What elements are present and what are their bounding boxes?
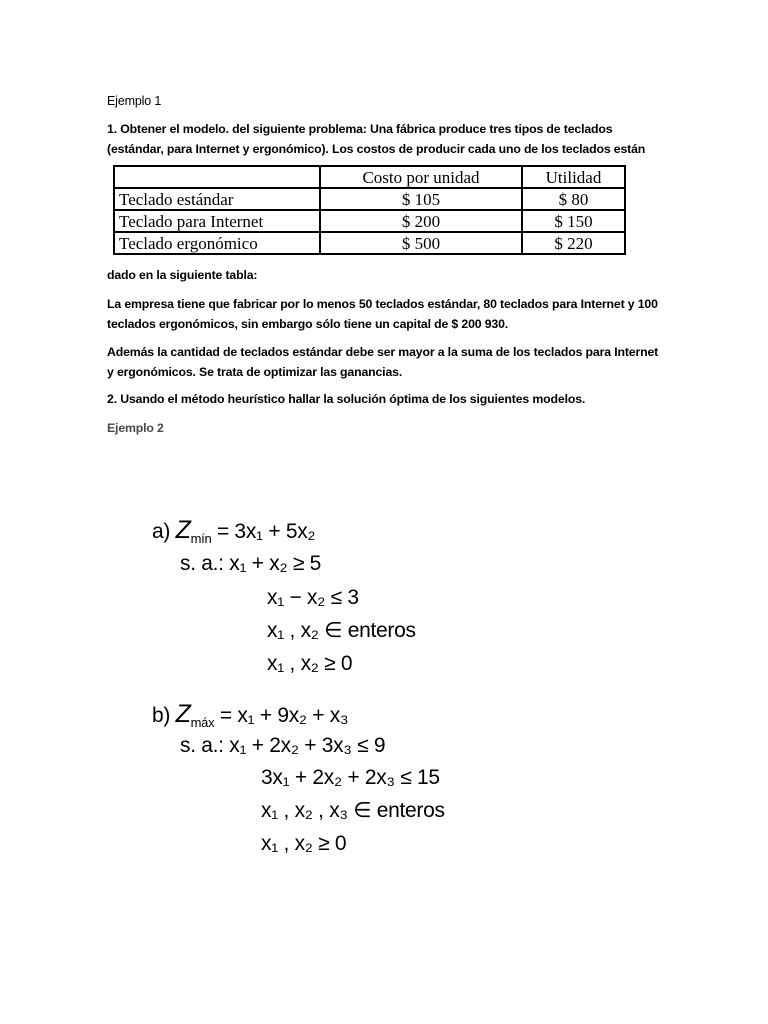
example-1-heading: Ejemplo 1: [107, 94, 162, 108]
model-a-objective: [152, 517, 315, 545]
objective-expression: = x₁ + 9x₂ + x₃: [219, 704, 349, 727]
table-header-cell: Costo por unidad: [320, 166, 522, 188]
objective-expression: = 3x₁ + 5x₂: [216, 520, 316, 543]
table-cell: $ 220: [522, 232, 625, 254]
model-b-label: b): [152, 704, 171, 727]
model-a-constraint-4: x₁ , x₂ ≥ 0: [267, 652, 353, 675]
model-b-constraint-4: x₁ , x₂ ≥ 0: [261, 832, 347, 855]
objective-paragraph: Además la cantidad de teclados estándar debe ser mayor a la suma de los teclados para Internet y ergonómicos. Se trata de optimizar las ganancias.: [107, 345, 659, 379]
table-cell: $ 150: [522, 210, 625, 232]
model-b-constraint-3: x₁ , x₂ , x₃ ∈ enteros: [261, 799, 445, 822]
z-symbol: Z: [175, 516, 191, 544]
table-cell: $ 200: [320, 210, 522, 232]
table-row: [114, 210, 625, 232]
model-b-objective: [152, 701, 348, 729]
model-a-constraint-2: x₁ − x₂ ≤ 3: [267, 586, 359, 609]
constraints-paragraph: La empresa tiene que fabricar por lo menos 50 teclados estándar, 80 teclados para Internet y 100 teclados ergonómicos, sin embargo sólo tiene un capital de $ 200 930.: [107, 297, 658, 331]
table-cell: Teclado estándar: [114, 188, 320, 210]
model-a-constraint-1: [180, 551, 321, 577]
model-a-label: a): [152, 520, 171, 543]
z-symbol: Z: [175, 700, 191, 728]
table-header-row: [114, 166, 625, 188]
problem-2-text: 2. Usando el método heurístico hallar la solución óptima de los siguientes modelos.: [107, 392, 586, 406]
table-cell: Teclado para Internet: [114, 210, 320, 232]
table-cell: Teclado ergonómico: [114, 232, 320, 254]
model-b-constraint-1: [180, 733, 385, 759]
example-2-heading: Ejemplo 2: [107, 421, 164, 435]
problem-1-text: 1. Obtener el modelo. del siguiente problema: Una fábrica produce tres tipos de teclados (estándar, para Internet y ergonómico). Los costos de producir cada uno de los teclados están: [107, 122, 646, 156]
subject-to-label: s. a.:: [180, 734, 224, 757]
table-header-cell: Utilidad: [522, 166, 625, 188]
table-row: [114, 188, 625, 210]
table-row: [114, 232, 625, 254]
table-cell: $ 500: [320, 232, 522, 254]
cost-table: [113, 165, 626, 255]
constraint-expression: x₁ + 2x₂ + 3x₃ ≤ 9: [229, 734, 386, 757]
table-cell: $ 105: [320, 188, 522, 210]
z-subscript: máx: [190, 715, 215, 730]
table-caption-text: dado en la siguiente tabla:: [107, 268, 258, 282]
constraint-expression: x₁ + x₂ ≥ 5: [229, 552, 322, 575]
model-b-constraint-2: 3x₁ + 2x₂ + 2x₃ ≤ 15: [261, 766, 440, 789]
table-cell: $ 80: [522, 188, 625, 210]
table-header-cell: [114, 166, 320, 188]
subject-to-label: s. a.:: [180, 552, 224, 575]
model-a-constraint-3: x₁ , x₂ ∈ enteros: [267, 619, 416, 642]
z-subscript: mín: [190, 531, 212, 546]
